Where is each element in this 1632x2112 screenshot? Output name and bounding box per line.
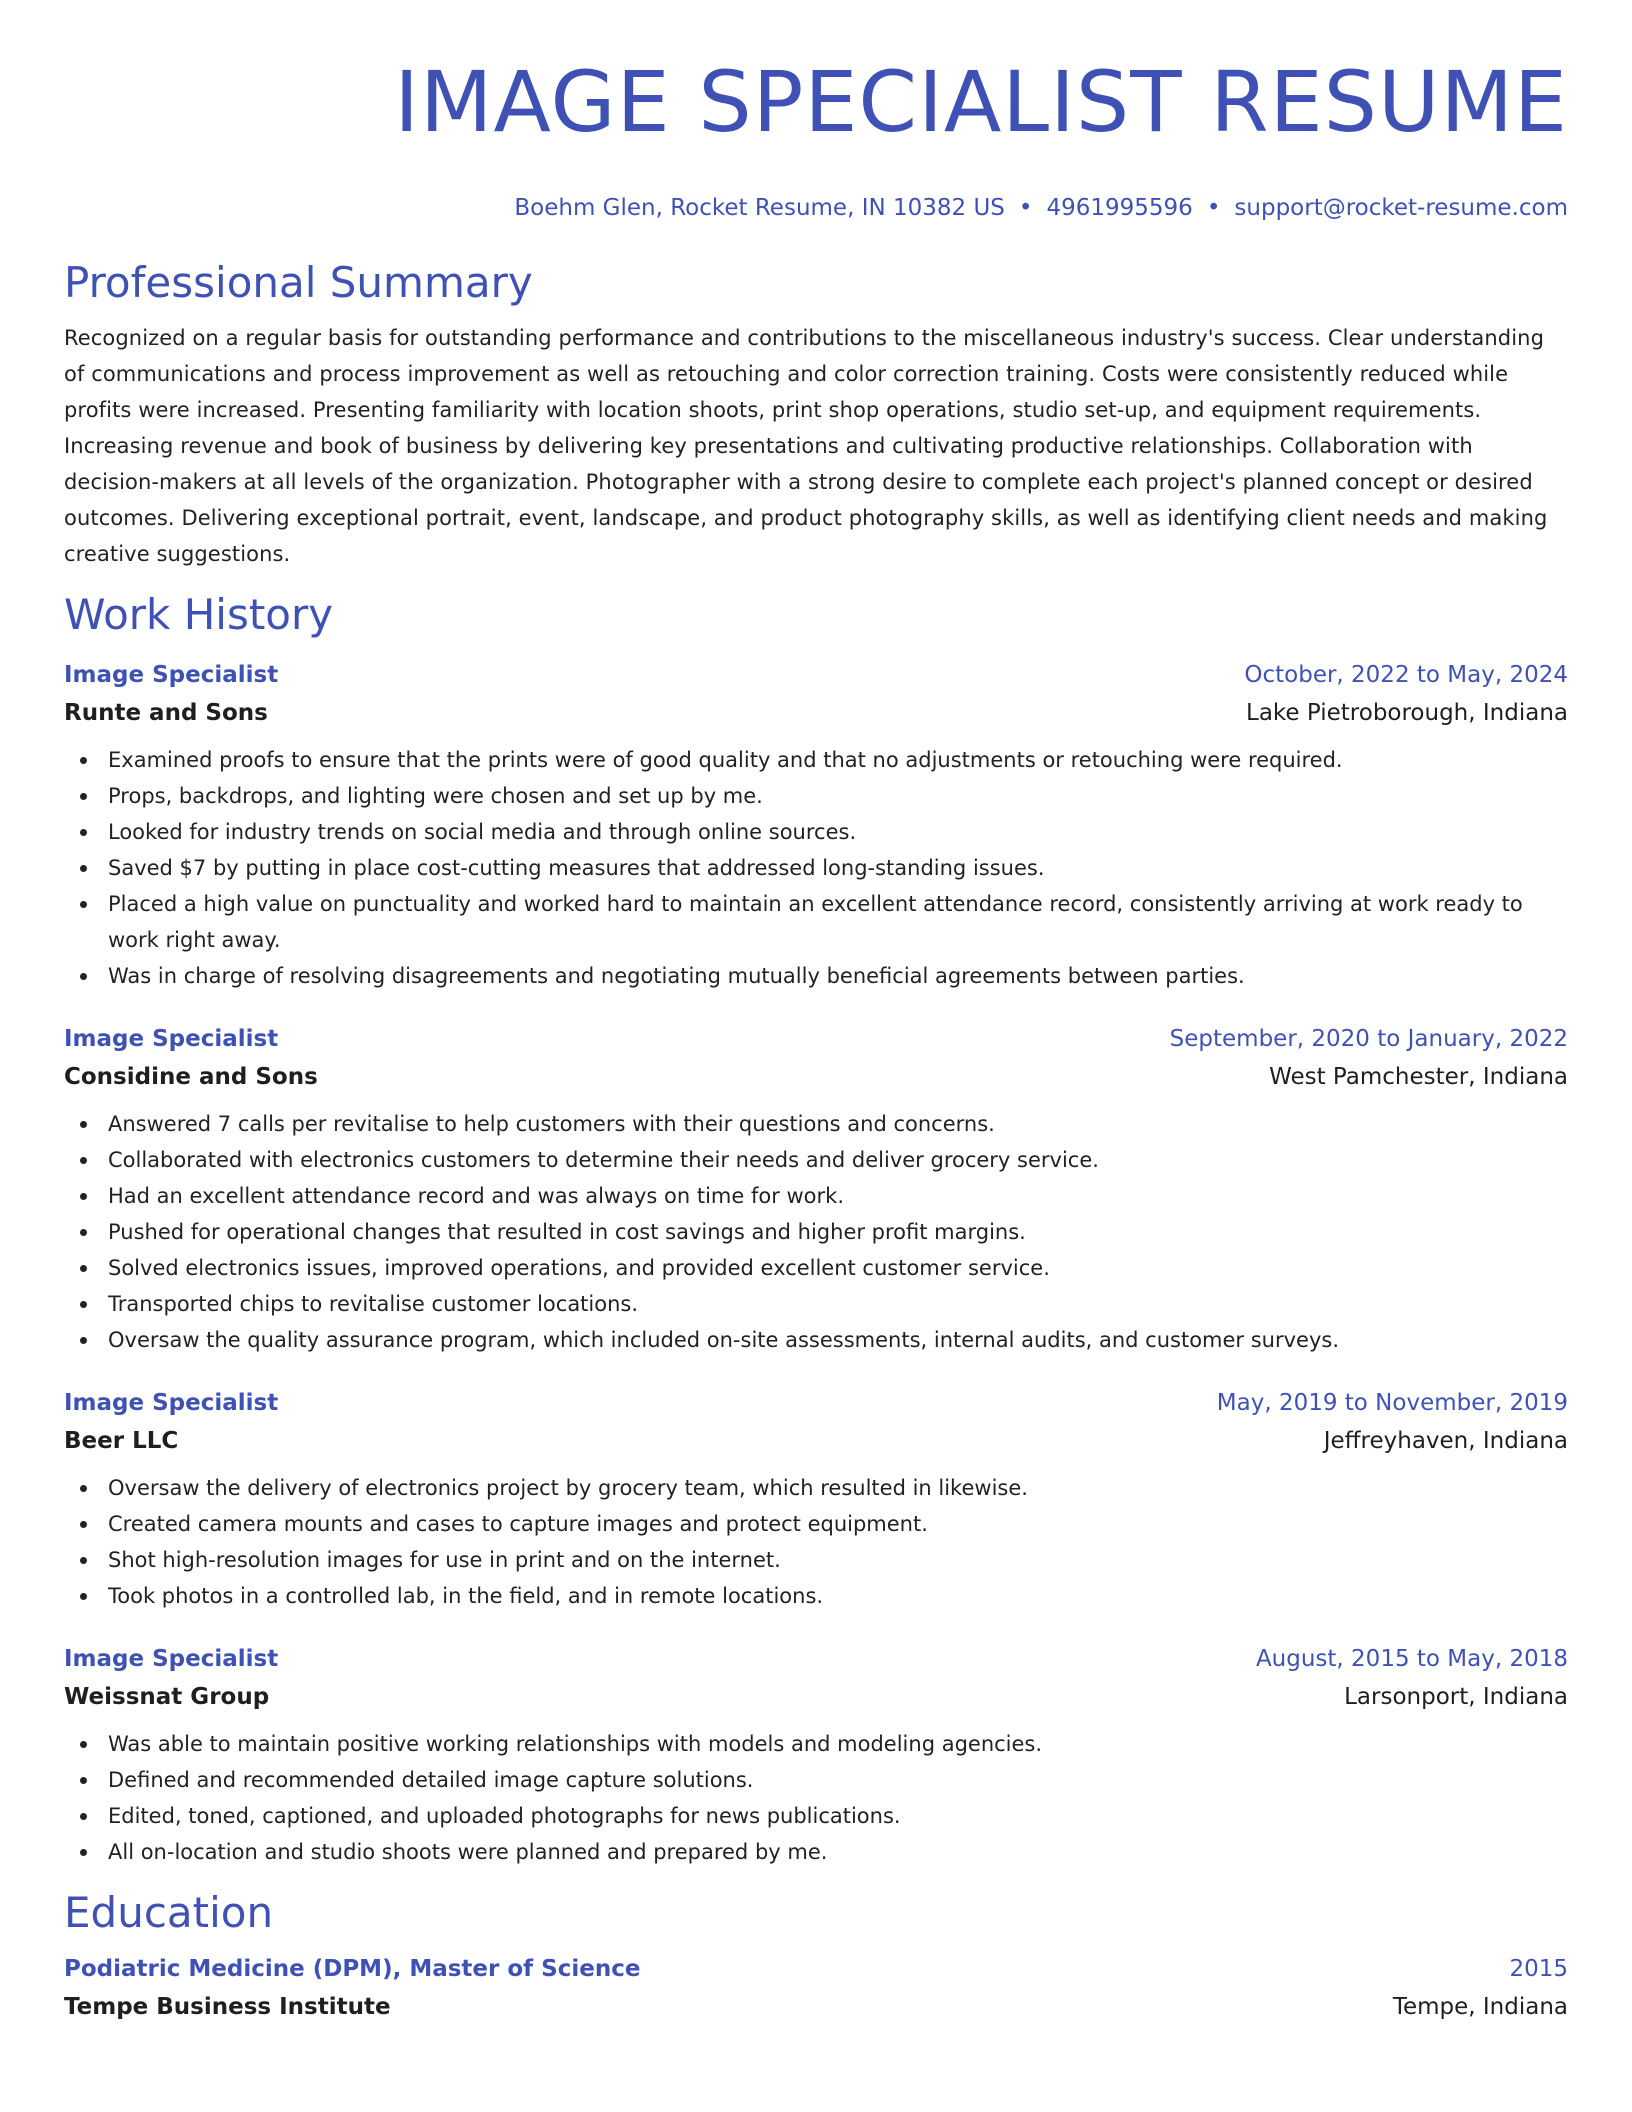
job-bullet: Defined and recommended detailed image capture solutions. [64, 1762, 1568, 1798]
job-company: Considine and Sons [64, 1064, 318, 1090]
job-bullet: Oversaw the quality assurance program, which included on-site assessments, internal audits, and customer surveys. [64, 1322, 1568, 1358]
education-entry [64, 1950, 1568, 2026]
job-bullets [64, 1470, 1568, 1614]
job-bullet: Placed a high value on punctuality and worked hard to maintain an excellent attendance record, consistently arriving at work ready to work right away. [64, 886, 1568, 958]
job-entry [64, 1640, 1568, 1870]
job-header [64, 1384, 1568, 1422]
job-bullet: Answered 7 calls per revitalise to help customers with their questions and concerns. [64, 1106, 1568, 1142]
job-bullet: Transported chips to revitalise customer locations. [64, 1286, 1568, 1322]
job-employer-row [64, 1678, 1568, 1716]
contact-email[interactable]: support@rocket-resume.com [1234, 195, 1568, 221]
job-bullet: Oversaw the delivery of electronics project by grocery team, which resulted in likewise. [64, 1470, 1568, 1506]
job-bullet: Saved $7 by putting in place cost-cutting measures that addressed long-standing issues. [64, 850, 1568, 886]
job-bullets [64, 742, 1568, 994]
job-dates: May, 2019 to November, 2019 [1216, 1390, 1568, 1416]
job-entry [64, 1020, 1568, 1358]
job-bullets [64, 1106, 1568, 1358]
job-entry [64, 1384, 1568, 1614]
job-company: Weissnat Group [64, 1684, 270, 1710]
education-header [64, 1950, 1568, 1988]
summary-text: Recognized on a regular basis for outstanding performance and contributions to the miscellaneous industry's success. Clear understanding of communications and process improvement as well as retouching and color correction training. Costs were consistently reduced while profits were increased. Presenting familiarity with location shoots, print shop operations, studio set-up, and equipment requirements. Increasing revenue and book of business by delivering key presentations and cultivating productive relationships. Collaboration with decision-makers at all levels of the organization. Photographer with a strong desire to complete each project's planned concept or desired outcomes. Delivering exceptional portrait, event, landscape, and product photography skills, as well as identifying client needs and making creative suggestions. [64, 326, 1548, 566]
contact-phone[interactable]: 4961995596 [1046, 195, 1193, 221]
job-bullet: Examined proofs to ensure that the prints were of good quality and that no adjustments or retouching were required. [64, 742, 1568, 778]
job-bullet: Pushed for operational changes that resulted in cost savings and higher profit margins. [64, 1214, 1568, 1250]
job-bullet: All on-location and studio shoots were planned and prepared by me. [64, 1834, 1568, 1870]
education-school-row [64, 1988, 1568, 2026]
job-bullets [64, 1726, 1568, 1870]
contact-address: Boehm Glen, Rocket Resume, IN 10382 US [514, 195, 1005, 221]
education-school: Tempe Business Institute [64, 1994, 391, 2020]
job-header [64, 1640, 1568, 1678]
job-title: Image Specialist [64, 1390, 279, 1416]
education-location: Tempe, Indiana [1392, 1994, 1568, 2020]
job-employer-row [64, 1058, 1568, 1096]
job-bullet: Props, backdrops, and lighting were chosen and set up by me. [64, 778, 1568, 814]
job-bullet: Collaborated with electronics customers to determine their needs and deliver grocery service. [64, 1142, 1568, 1178]
job-location: Larsonport, Indiana [1344, 1684, 1568, 1710]
work-history-heading: Work History [64, 590, 334, 639]
education-heading: Education [64, 1888, 274, 1937]
job-bullet: Shot high-resolution images for use in print and on the internet. [64, 1542, 1568, 1578]
job-header [64, 1020, 1568, 1058]
job-bullet: Was in charge of resolving disagreements and negotiating mutually beneficial agreements between parties. [64, 958, 1568, 994]
education-degree: Podiatric Medicine (DPM), Master of Science [64, 1956, 641, 1982]
job-company: Beer LLC [64, 1428, 179, 1454]
job-title: Image Specialist [64, 1026, 279, 1052]
job-dates: September, 2020 to January, 2022 [1169, 1026, 1568, 1052]
job-bullet: Edited, toned, captioned, and uploaded photographs for news publications. [64, 1798, 1568, 1834]
job-bullet: Was able to maintain positive working relationships with models and modeling agencies. [64, 1726, 1568, 1762]
job-bullet: Had an excellent attendance record and was always on time for work. [64, 1178, 1568, 1214]
job-bullet: Took photos in a controlled lab, in the field, and in remote locations. [64, 1578, 1568, 1614]
job-company: Runte and Sons [64, 700, 268, 726]
education-year: 2015 [1509, 1956, 1568, 1982]
job-employer-row [64, 694, 1568, 732]
job-employer-row [64, 1422, 1568, 1460]
job-bullet: Created camera mounts and cases to capture images and protect equipment. [64, 1506, 1568, 1542]
contact-separator: • [1206, 195, 1221, 221]
job-dates: August, 2015 to May, 2018 [1255, 1646, 1568, 1672]
job-bullet: Looked for industry trends on social media and through online sources. [64, 814, 1568, 850]
resume-page [64, 0, 1568, 2026]
job-header [64, 656, 1568, 694]
job-location: Lake Pietroborough, Indiana [1246, 700, 1568, 726]
resume-title: IMAGE SPECIALIST RESUME [394, 53, 1568, 151]
contact-separator: • [1018, 195, 1033, 221]
job-title: Image Specialist [64, 1646, 279, 1672]
job-location: West Pamchester, Indiana [1269, 1064, 1568, 1090]
job-entry [64, 656, 1568, 994]
job-dates: October, 2022 to May, 2024 [1244, 662, 1568, 688]
summary-heading: Professional Summary [64, 258, 533, 307]
job-location: Jeffreyhaven, Indiana [1323, 1428, 1568, 1454]
job-title: Image Specialist [64, 662, 279, 688]
job-bullet: Solved electronics issues, improved operations, and provided excellent customer service. [64, 1250, 1568, 1286]
contact-line [64, 194, 1568, 222]
